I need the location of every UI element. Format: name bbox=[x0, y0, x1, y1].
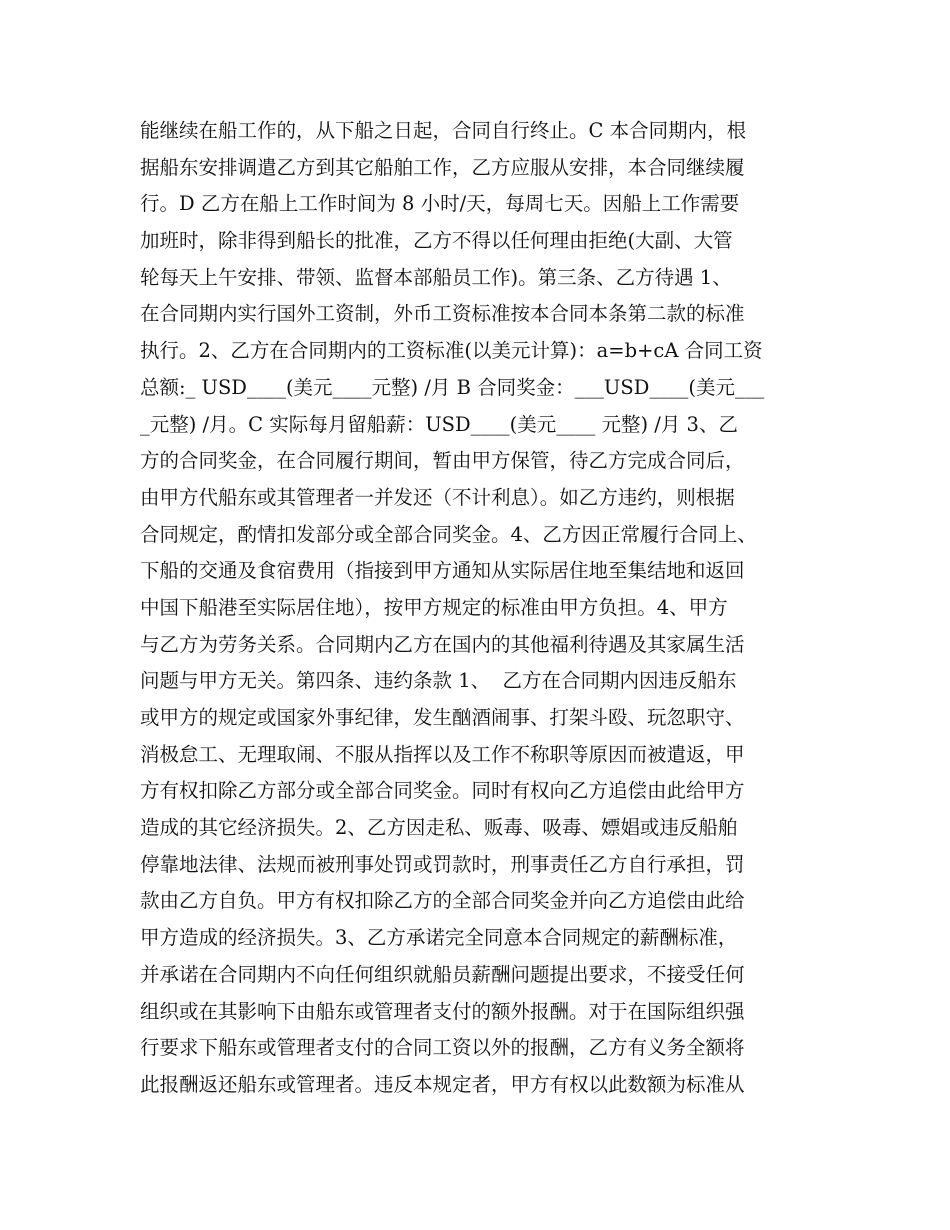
text-line: 行。D 乙方在船上工作时间为 8 小时/天，每周七天。因船上工作需要 bbox=[140, 192, 740, 216]
text-line: 问题与甲方无关。第四条、违约条款 1、 乙方在合同期内因违反船东 bbox=[140, 669, 737, 693]
text-line: 停靠地法律、法规而被刑事处罚或罚款时，刑事责任乙方自行承担，罚 bbox=[140, 852, 745, 876]
text-line: 据船东安排调遣乙方到其它船舶工作，乙方应服从安排，本合同继续履 bbox=[140, 155, 745, 179]
text-line: 方的合同奖金，在合同履行期间，暂由甲方保管，待乙方完成合同后， bbox=[140, 449, 745, 473]
text-line: 下船的交通及食宿费用（指接到甲方通知从实际居住地至集结地和返回 bbox=[140, 559, 745, 583]
text-line: 并承诺在合同期内不向任何组织就船员薪酬问题提出要求，不接受任何 bbox=[140, 962, 745, 986]
text-line: 造成的其它经济损失。2、乙方因走私、贩毒、吸毒、嫖娼或违反船舶 bbox=[140, 816, 738, 840]
text-line: 款由乙方自负。甲方有权扣除乙方的全部合同奖金并向乙方追偿由此给 bbox=[140, 889, 745, 913]
text-line: 总额:_ USD____(美元____元整) /月 B 合同奖金：___USD____(美元___ bbox=[140, 375, 765, 399]
text-line: 能继续在船工作的，从下船之日起，合同自行终止。C 本合同期内，根 bbox=[140, 119, 747, 142]
text-line: 执行。2、乙方在合同期内的工资标准(以美元计算)：a=b+cA 合同工资 bbox=[140, 339, 763, 363]
contract-body-text bbox=[140, 113, 830, 1104]
text-line: 行要求下船东或管理者支付的合同工资以外的报酬，乙方有义务全额将 bbox=[140, 1036, 745, 1060]
text-line: 方有权扣除乙方部分或全部合同奖金。同时有权向乙方追偿由此给甲方 bbox=[140, 779, 745, 803]
text-line: 甲方造成的经济损失。3、乙方承诺完全同意本合同规定的薪酬标准， bbox=[140, 926, 738, 950]
text-line: 在合同期内实行国外工资制，外币工资标准按本合同本条第二款的标准 bbox=[140, 302, 745, 326]
text-line: 合同规定，酌情扣发部分或全部合同奖金。4、乙方因正常履行合同上、 bbox=[140, 522, 757, 546]
text-line: _元整) /月。C 实际每月留船薪：USD____(美元____ 元整) /月 3、乙 bbox=[140, 412, 738, 436]
text-line: 由甲方代船东或其管理者一并发还（不计利息）。如乙方违约，则根据 bbox=[140, 485, 735, 509]
text-line: 组织或在其影响下由船东或管理者支付的额外报酬。对于在国际组织强 bbox=[140, 999, 745, 1023]
text-line: 或甲方的规定或国家外事纪律，发生酗酒闹事、打架斗殴、玩忽职守、 bbox=[140, 706, 745, 729]
text-line: 中国下船港至实际居住地），按甲方规定的标准由甲方负担。4、甲方 bbox=[140, 595, 728, 619]
text-line: 加班时，除非得到船长的批准，乙方不得以任何理由拒绝(大副、大管 bbox=[140, 229, 733, 253]
text-line: 消极怠工、无理取闹、不服从指挥以及工作不称职等原因而被遣返，甲 bbox=[140, 742, 745, 766]
text-line: 与乙方为劳务关系。合同期内乙方在国内的其他福利待遇及其家属生活 bbox=[140, 632, 745, 656]
text-line: 此报酬返还船东或管理者。违反本规定者，甲方有权以此数额为标准从 bbox=[140, 1072, 745, 1096]
text-line: 轮每天上午安排、带领、监督本部船员工作)。第三条、乙方待遇 1、 bbox=[140, 265, 732, 289]
